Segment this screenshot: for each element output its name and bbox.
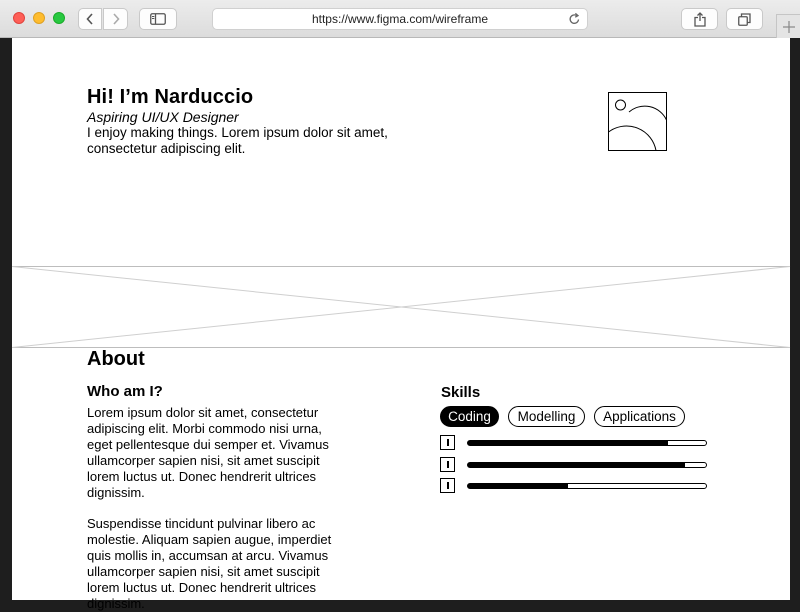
tab-applications[interactable]: Applications <box>594 406 685 427</box>
intro-text: I enjoy making things. Lorem ipsum dolor sit amet, consectetur adipiscing elit. <box>87 125 388 156</box>
address-bar[interactable] <box>212 8 588 30</box>
skill-row <box>440 457 708 472</box>
tabs-icon <box>738 13 751 26</box>
banner-image-placeholder <box>12 266 790 348</box>
reload-icon[interactable] <box>568 12 581 26</box>
skill-icon <box>440 478 455 493</box>
skill-row <box>440 435 708 450</box>
about-paragraph: Lorem ipsum dolor sit amet, consectetur adipiscing elit. Morbi commodo nisi urna, eget pellentesque dui semper et. Vivamus ullamcorper sapien nisi, sit amet suscipit lorem luctus ut. Donec hendrerit ultrices dignissim. <box>87 405 329 500</box>
about-heading: About <box>87 348 145 370</box>
image-placeholder-icon <box>608 92 667 151</box>
sidebar-toggle-button[interactable] <box>139 8 177 30</box>
share-button[interactable] <box>681 8 718 30</box>
web-page <box>12 38 790 611</box>
skill-icon <box>440 457 455 472</box>
skill-icon <box>440 435 455 450</box>
tab-modelling[interactable]: Modelling <box>508 406 585 427</box>
skill-progress-bar <box>467 483 707 489</box>
role-subtitle: Aspiring UI/UX Designer <box>87 109 239 125</box>
skill-row <box>440 478 708 493</box>
tab-coding[interactable]: Coding <box>440 406 499 427</box>
skill-progress-bar <box>467 440 707 446</box>
sidebar-icon <box>150 13 166 25</box>
browser-toolbar <box>0 0 800 38</box>
page-title: Hi! I’m Narduccio <box>87 86 254 108</box>
forward-button[interactable] <box>103 8 128 30</box>
chevron-right-icon <box>112 13 120 25</box>
minimize-window-button[interactable] <box>33 12 45 24</box>
back-button[interactable] <box>78 8 102 30</box>
new-tab-button[interactable] <box>776 14 800 38</box>
chevron-left-icon <box>86 13 94 25</box>
skill-progress-bar <box>467 462 707 468</box>
maximize-window-button[interactable] <box>53 12 65 24</box>
share-icon <box>694 12 706 27</box>
close-window-button[interactable] <box>13 12 25 24</box>
plus-icon <box>783 21 795 33</box>
tab-overview-button[interactable] <box>726 8 763 30</box>
about-paragraph: Suspendisse tincidunt pulvinar libero ac molestie. Aliquam sapien augue, imperdiet quis mollis in, accumsan at arcu. Vivamus ullamcorper sapien nisi, sit amet suscipit lorem luctus ut. Donec hendrerit ultrices dignissim. <box>87 516 332 611</box>
skills-heading: Skills <box>441 384 481 401</box>
url-text: https://www.figma.com/wireframe <box>311 12 489 26</box>
who-am-i-heading: Who am I? <box>87 383 163 400</box>
